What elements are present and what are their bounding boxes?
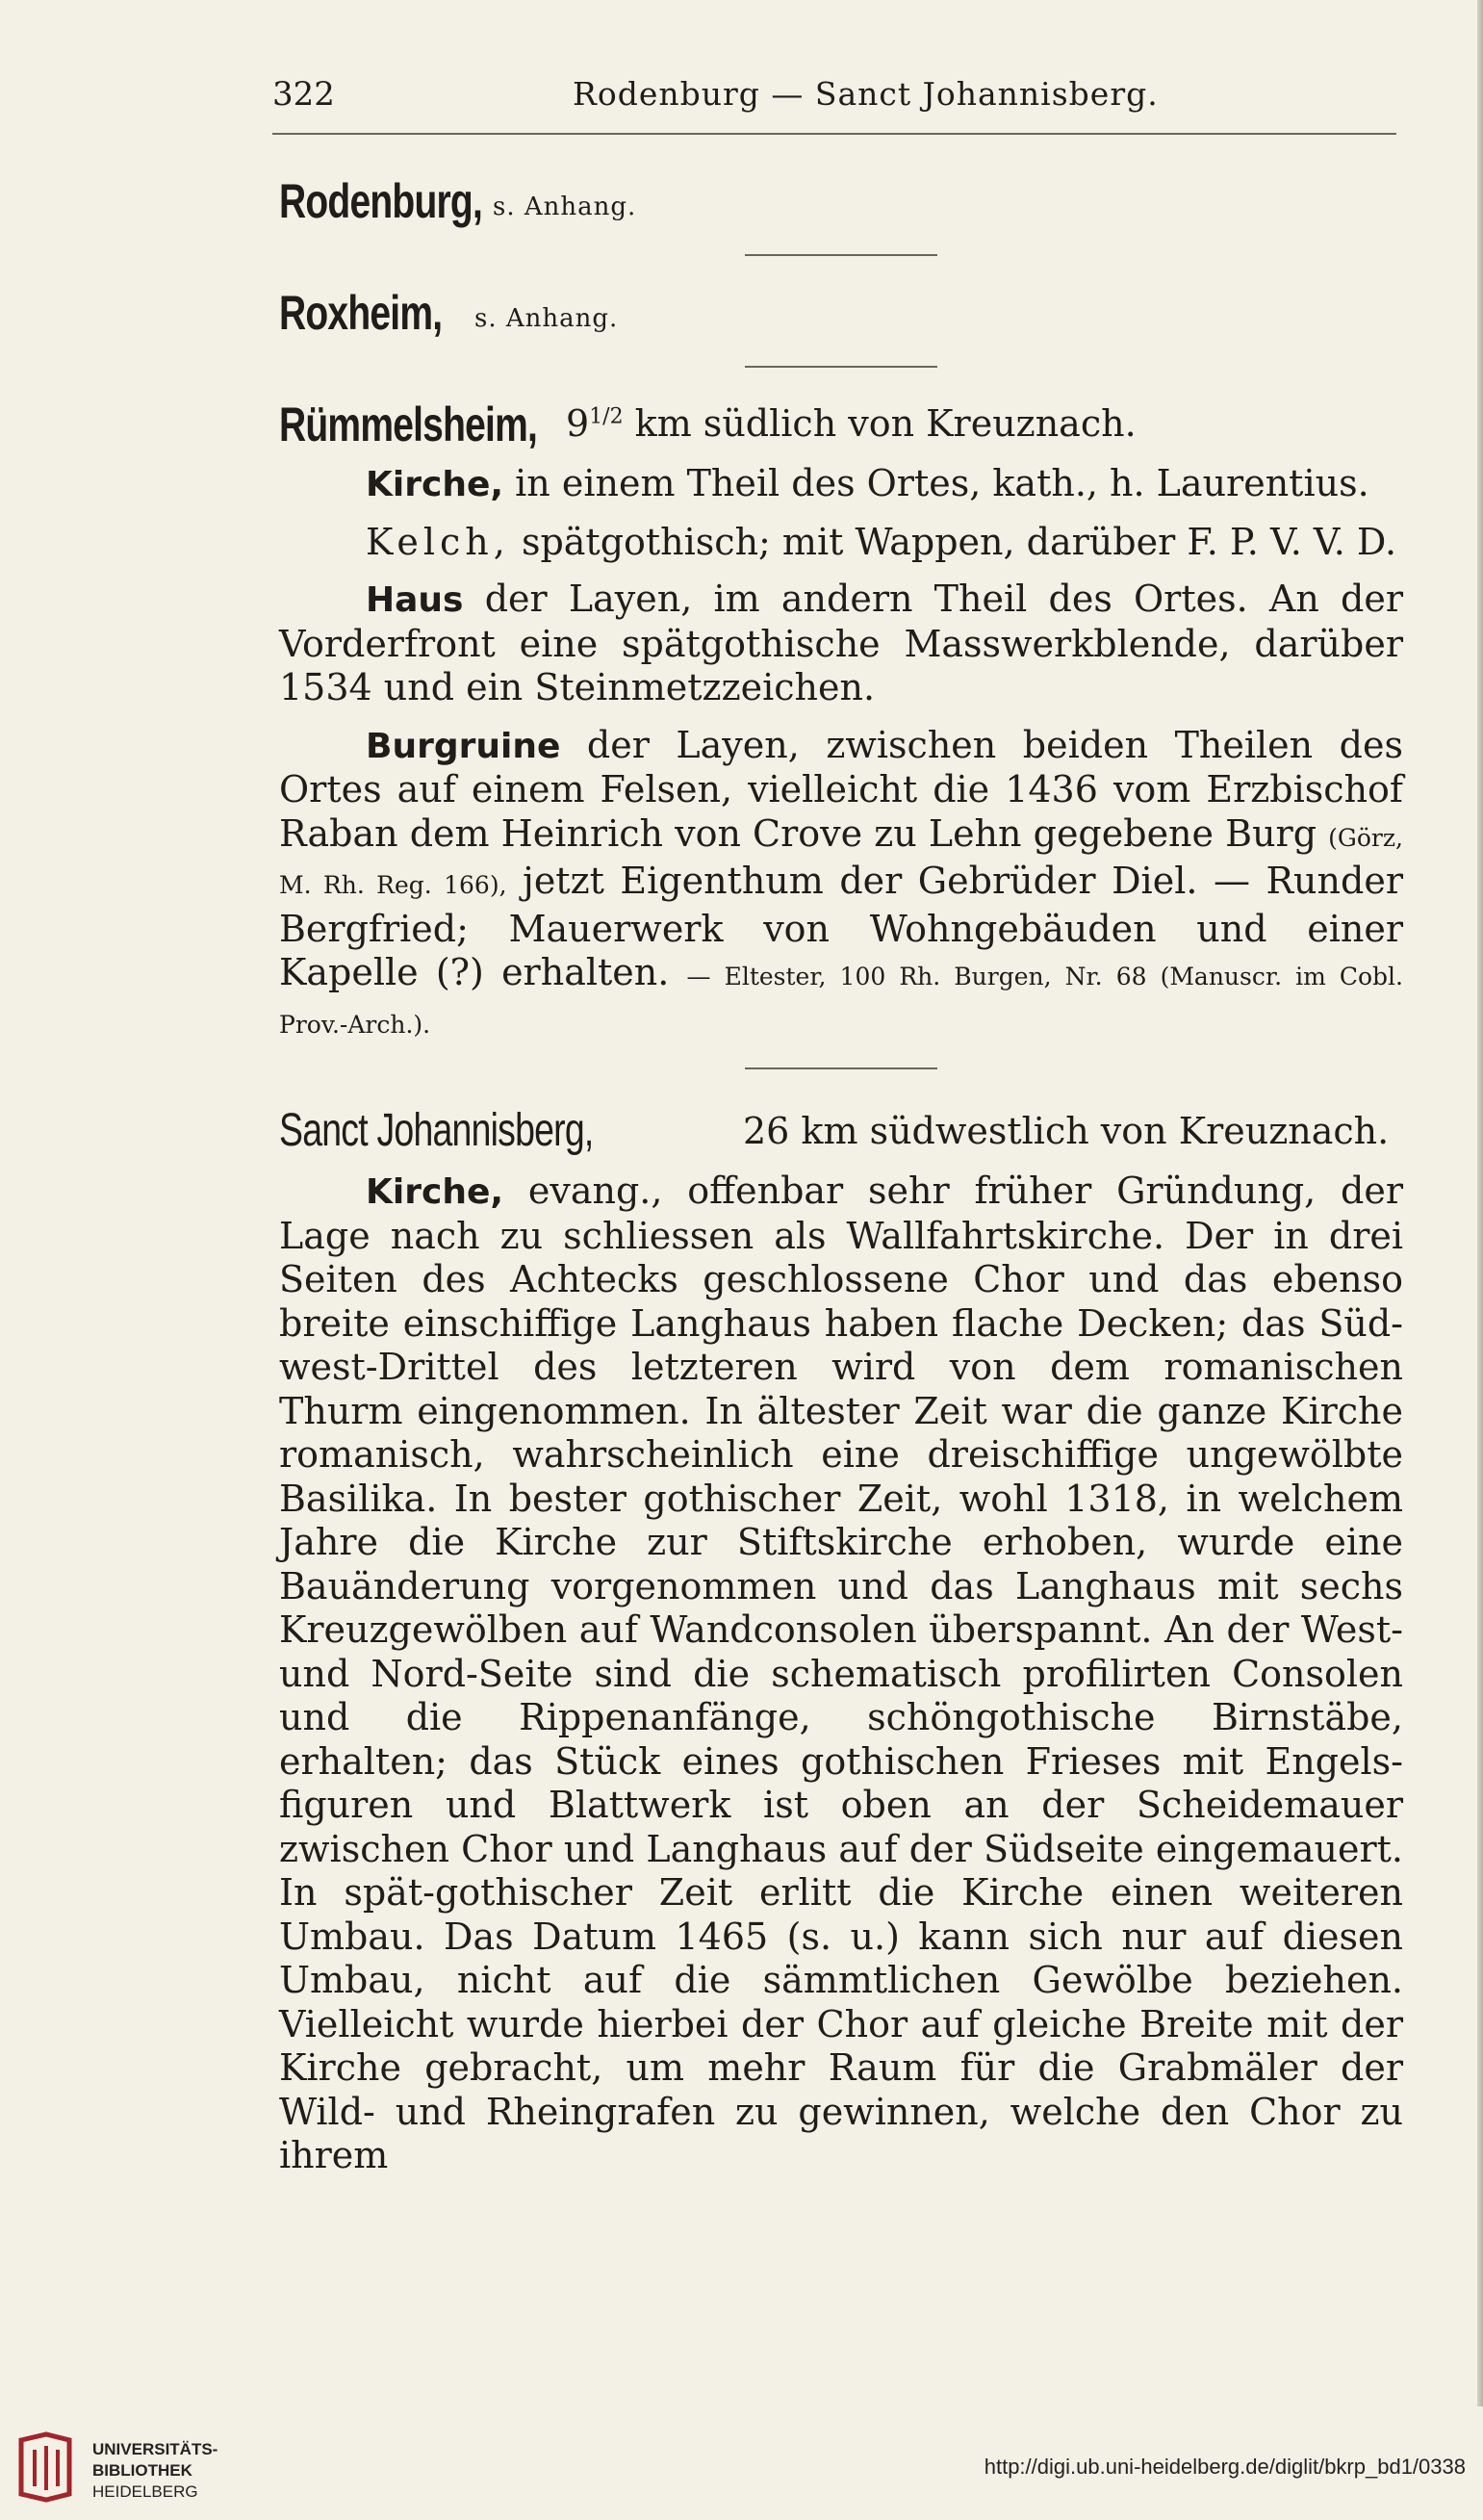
paragraph-text: der Layen, zwischen beiden Theilen des Ortes auf einem Felsen, vielleicht die 1436 vom Erzbischof Raban dem Heinrich von Crove zu Lehn gegebene Burg	[279, 723, 1403, 855]
distance-whole: 9	[566, 402, 590, 445]
paragraph-haus	[279, 578, 1403, 710]
entry-title: Roxheim,	[279, 286, 443, 340]
citation: (Görz, M. Rh. Reg. 166),	[279, 823, 1403, 899]
paragraph-kirche	[279, 1170, 1403, 2178]
location	[566, 402, 1137, 445]
entry-johannisberg-heading	[279, 1104, 1403, 1162]
keyword: Kirche,	[366, 1172, 504, 1212]
paragraph-text: in einem Theil des Ortes, kath., h. Laurentius.	[503, 462, 1369, 504]
paragraph-kirche	[279, 462, 1403, 507]
entry-title: Rümmelsheim,	[279, 398, 538, 451]
keyword: Burgruine	[366, 726, 561, 766]
logo-text: HEIDELBERG	[92, 2482, 198, 2501]
entry-title: Rodenburg,	[279, 174, 483, 228]
entry-rodenburg	[279, 173, 1403, 241]
entry-roxheim	[279, 285, 1403, 352]
entry-ruemmelsheim-heading	[279, 397, 1403, 454]
page-body	[279, 173, 1403, 2178]
keyword: Kelch,	[366, 520, 510, 563]
paragraph-text: der Layen, im andern Theil des Ortes. An der Vorderfront eine spätgothische Masswerkblende, darüber 1534 und ein Steinmetzzeichen.	[279, 578, 1403, 708]
entry-title: Sanct Johannisberg,	[279, 1105, 594, 1156]
keyword: Kirche,	[366, 465, 504, 504]
location-text: 26 km südwestlich von Kreuznach.	[743, 1110, 1390, 1152]
source-url-link[interactable]: http://digi.ub.uni-heidelberg.de/diglit/bkrp_bd1/0338	[984, 2455, 1466, 2479]
divider	[745, 366, 937, 368]
library-logo	[13, 2430, 225, 2504]
cross-reference: s. Anhang.	[474, 304, 619, 333]
cross-reference: s. Anhang.	[493, 193, 637, 221]
distance-fraction: 1/2	[589, 404, 624, 429]
paragraph-text: evang., offenbar sehr früher Gründung, der Lage nach zu schliessen als Wallfahrtskirche. Der in drei Seiten des Achtecks geschlossene Chor und das ebenso breite einschiffige Langhaus haben flache Decken; das Süd-west-Drittel des letzteren wird von dem romanischen Thurm eingenommen. In ältester Zeit war die ganze Kirche romanisch, wahrscheinlich eine dreischiffige ungewölbte Basilika. In bester gothischer Zeit, wohl 1318, in welchem Jahre die Kirche zur Stiftskirche erhoben, wurde eine Bauänderung vorgenommen und das Langhaus mit sechs Kreuzgewölben auf Wandconsolen überspannt. An der West- und Nord-Seite sind die schematisch profilirten Consolen und die Rippenanfänge, schöngothische Birnstäbe, erhalten; das Stück eines gothischen Frieses mit Engels-figuren und Blattwerk ist oben an der Scheidemauer zwischen Chor und Langhaus auf der Südseite eingemauert. In spät-gothischer Zeit erlitt die Kirche einen weiteren Umbau. Das Datum 1465 (s. u.) kann sich nur auf diesen Umbau, nicht auf die sämmtlichen Gewölbe beziehen. Vielleicht wurde hierbei der Chor auf gleiche Breite mit der Kirche gebracht, um mehr Raum für die Grabmäler der Wild- und Rheingrafen zu gewinnen, welche den Chor zu ihrem	[279, 1170, 1403, 2176]
running-head: Rodenburg — Sanct Johannisberg.	[573, 75, 1159, 113]
logo-text: UNIVERSITÄTS-	[92, 2440, 218, 2458]
divider	[745, 1067, 937, 1069]
paragraph-text: jetzt Eigenthum der Gebrüder Diel. — Runder Bergfried; Mauerwerk von Wohngebäuden und einer Kapelle (?) erhalten.	[279, 860, 1403, 993]
keyword: Haus	[366, 580, 464, 620]
paragraph-text: spätgothisch; mit Wappen, darüber F. P. V. V. D.	[509, 520, 1397, 563]
library-logo-icon	[13, 2430, 77, 2504]
paragraph-kelch	[279, 521, 1403, 565]
location-text: km südlich von Kreuznach.	[623, 402, 1137, 445]
page-number: 322	[272, 75, 335, 114]
paragraph-burgruine	[279, 724, 1403, 1047]
divider	[745, 254, 937, 256]
logo-text: BIBLIOTHEK	[92, 2461, 192, 2480]
citation: — Eltester, 100 Rh. Burgen, Nr. 68 (Manuscr. im Cobl. Prov.-Arch.).	[279, 963, 1403, 1039]
page-header	[272, 75, 1396, 135]
page-edge	[1477, 0, 1483, 2406]
